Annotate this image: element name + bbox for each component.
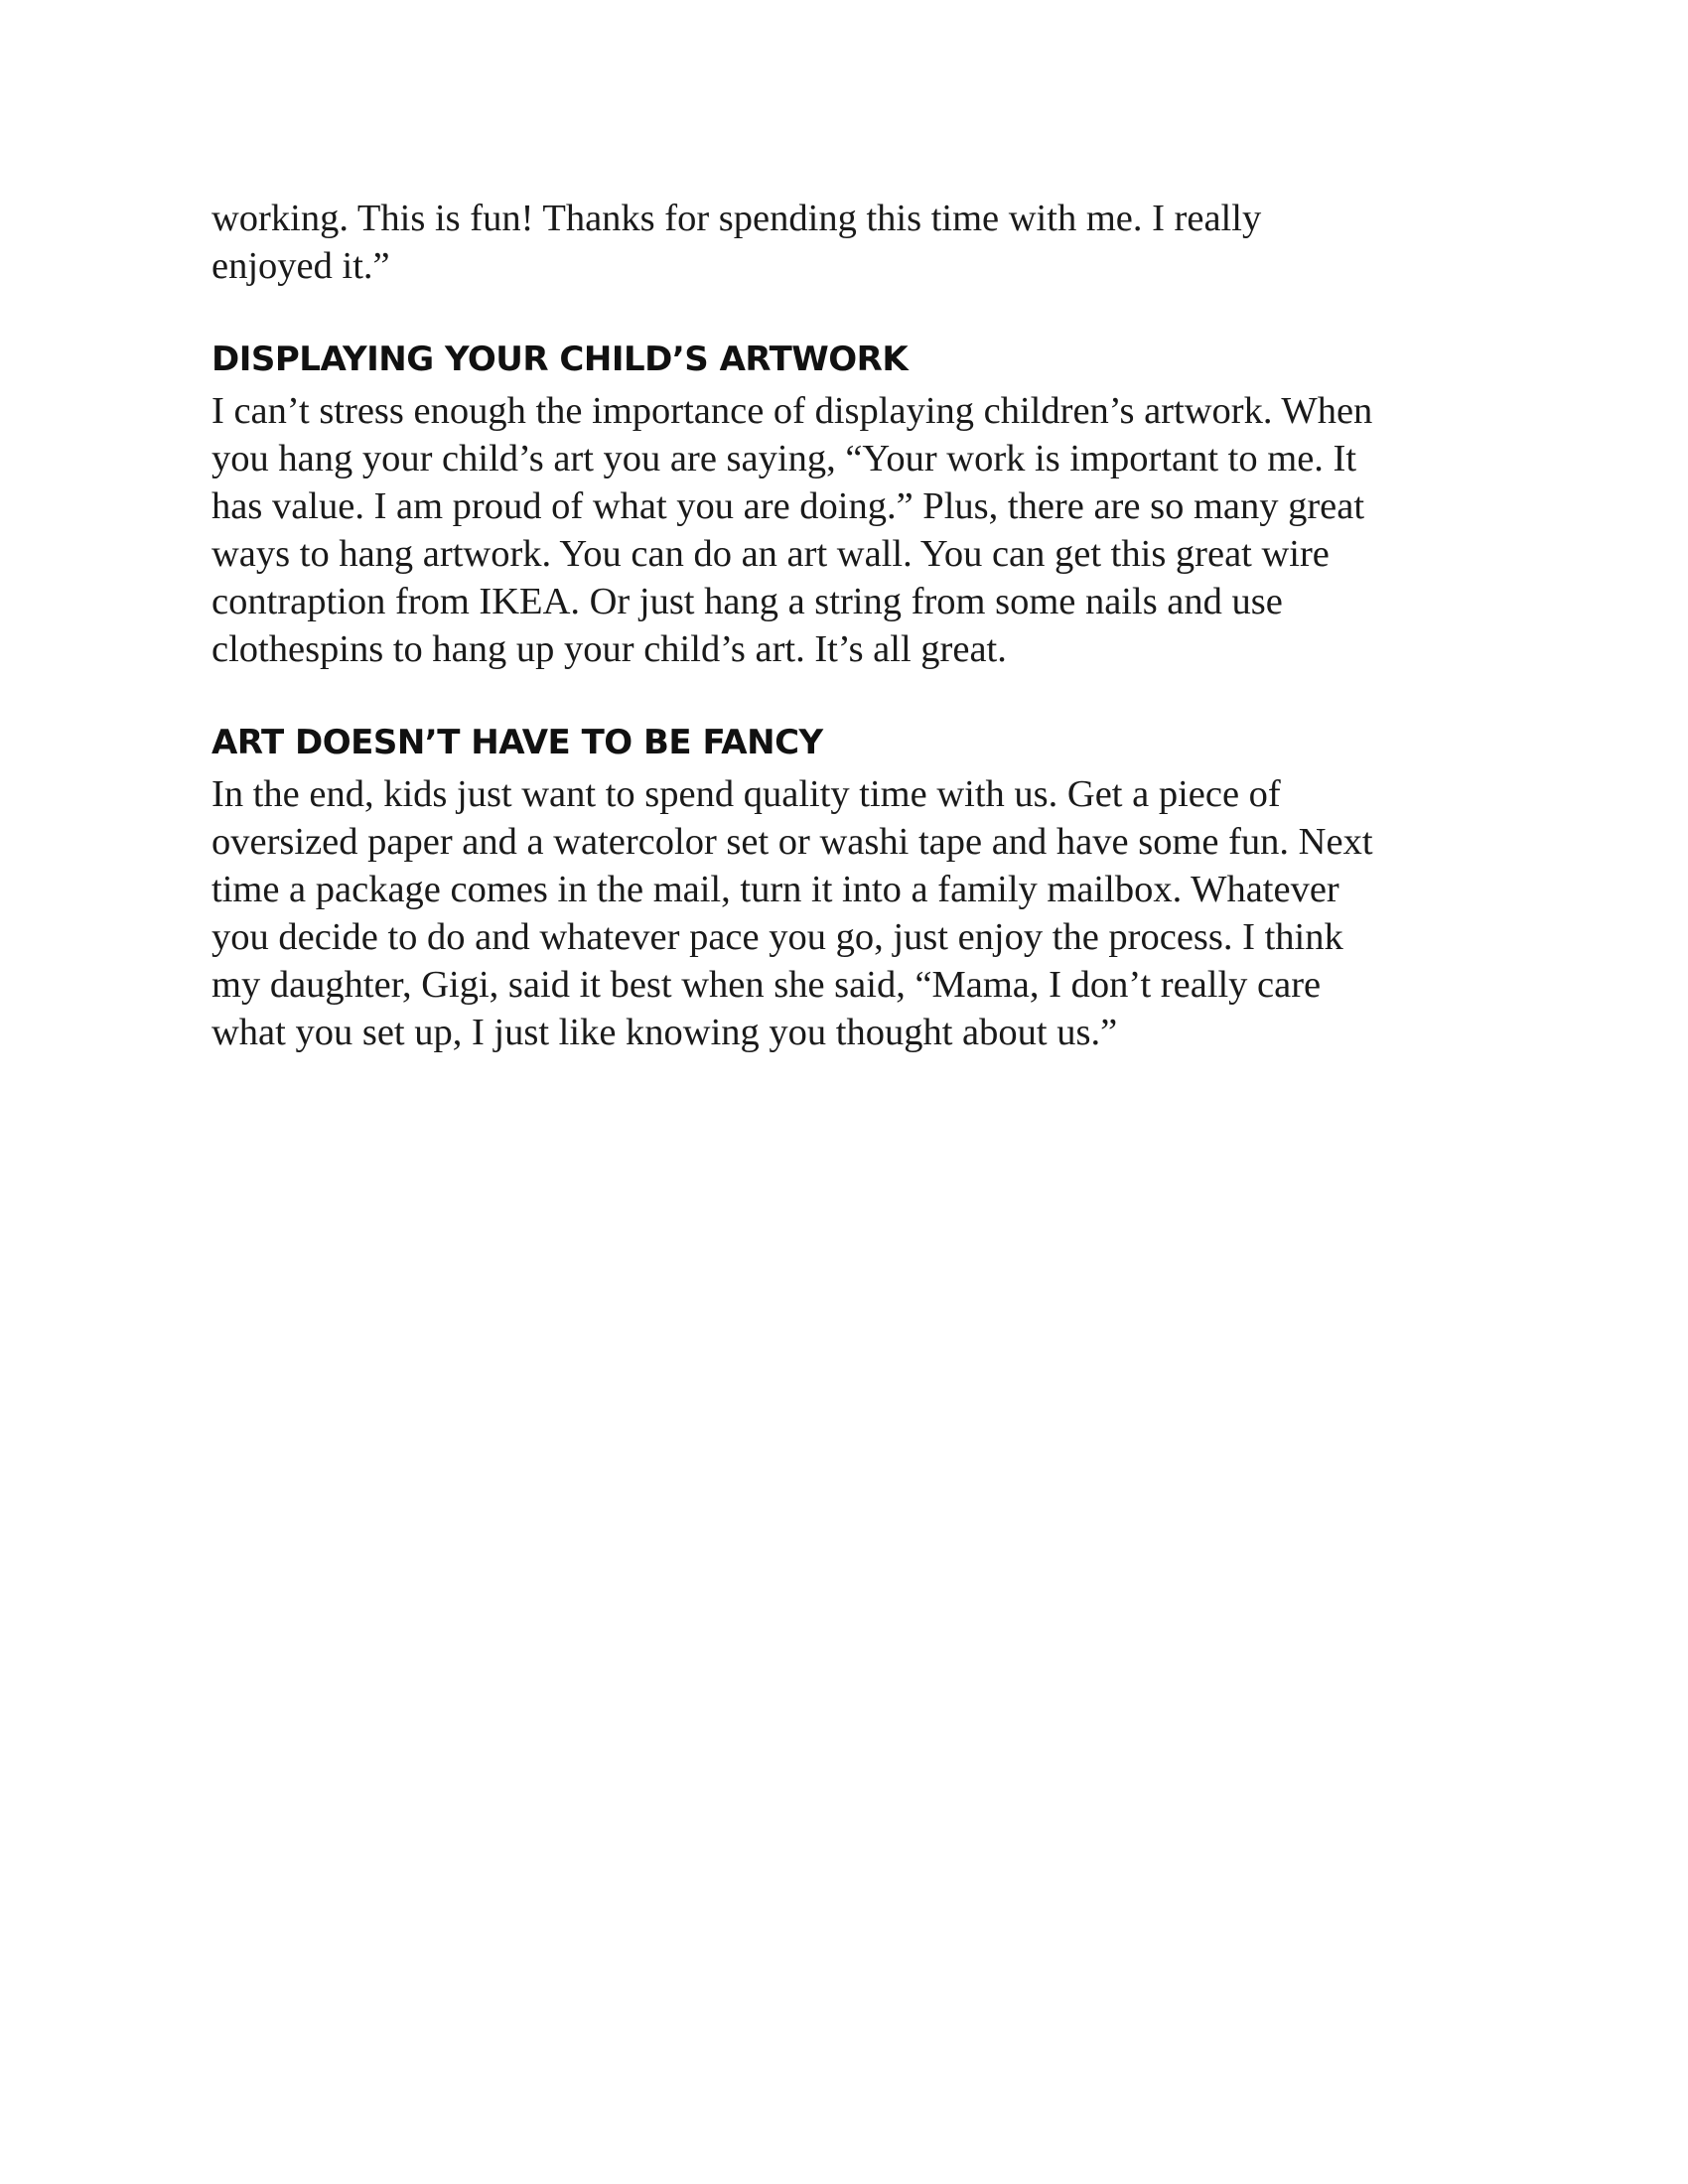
section-paragraph [211, 770, 1492, 1056]
section-heading: ART DOESN’T HAVE TO BE FANCY [211, 723, 823, 762]
section-art-not-fancy [211, 719, 1492, 1056]
paragraph-line: oversized paper and a watercolor set or washi tape and have some fun. Next [211, 821, 1373, 863]
paragraph-line: you hang your child’s art you are saying, “Your work is important to me. It [211, 438, 1357, 479]
paragraph-line: my daughter, Gigi, said it best when she said, “Mama, I don’t really care [211, 964, 1322, 1006]
paragraph-line: enjoyed it.” [211, 245, 390, 287]
paragraph-line: In the end, kids just want to spend quality time with us. Get a piece of [211, 773, 1281, 815]
paragraph-line: I can’t stress enough the importance of displaying children’s artwork. When [211, 390, 1373, 432]
paragraph-line: time a package comes in the mail, turn it into a family mailbox. Whatever [211, 869, 1339, 910]
paragraph-line: has value. I am proud of what you are doing.” Plus, there are so many great [211, 485, 1365, 527]
section-heading: DISPLAYING YOUR CHILD’S ARTWORK [211, 340, 909, 379]
paragraph-line: clothespins to hang up your child’s art. It’s all great. [211, 628, 1007, 670]
paragraph-line: contraption from IKEA. Or just hang a string from some nails and use [211, 581, 1283, 622]
section-paragraph [211, 387, 1492, 673]
page-content [211, 195, 1492, 1056]
paragraph-line: what you set up, I just like knowing you thought about us.” [211, 1012, 1118, 1053]
paragraph-line: working. This is fun! Thanks for spending this time with me. I really [211, 198, 1262, 239]
intro-paragraph [211, 195, 1492, 290]
paragraph-line: you decide to do and whatever pace you go, just enjoy the process. I think [211, 916, 1343, 958]
paragraph-line: ways to hang artwork. You can do an art wall. You can get this great wire [211, 533, 1330, 575]
section-displaying-artwork [211, 336, 1492, 673]
